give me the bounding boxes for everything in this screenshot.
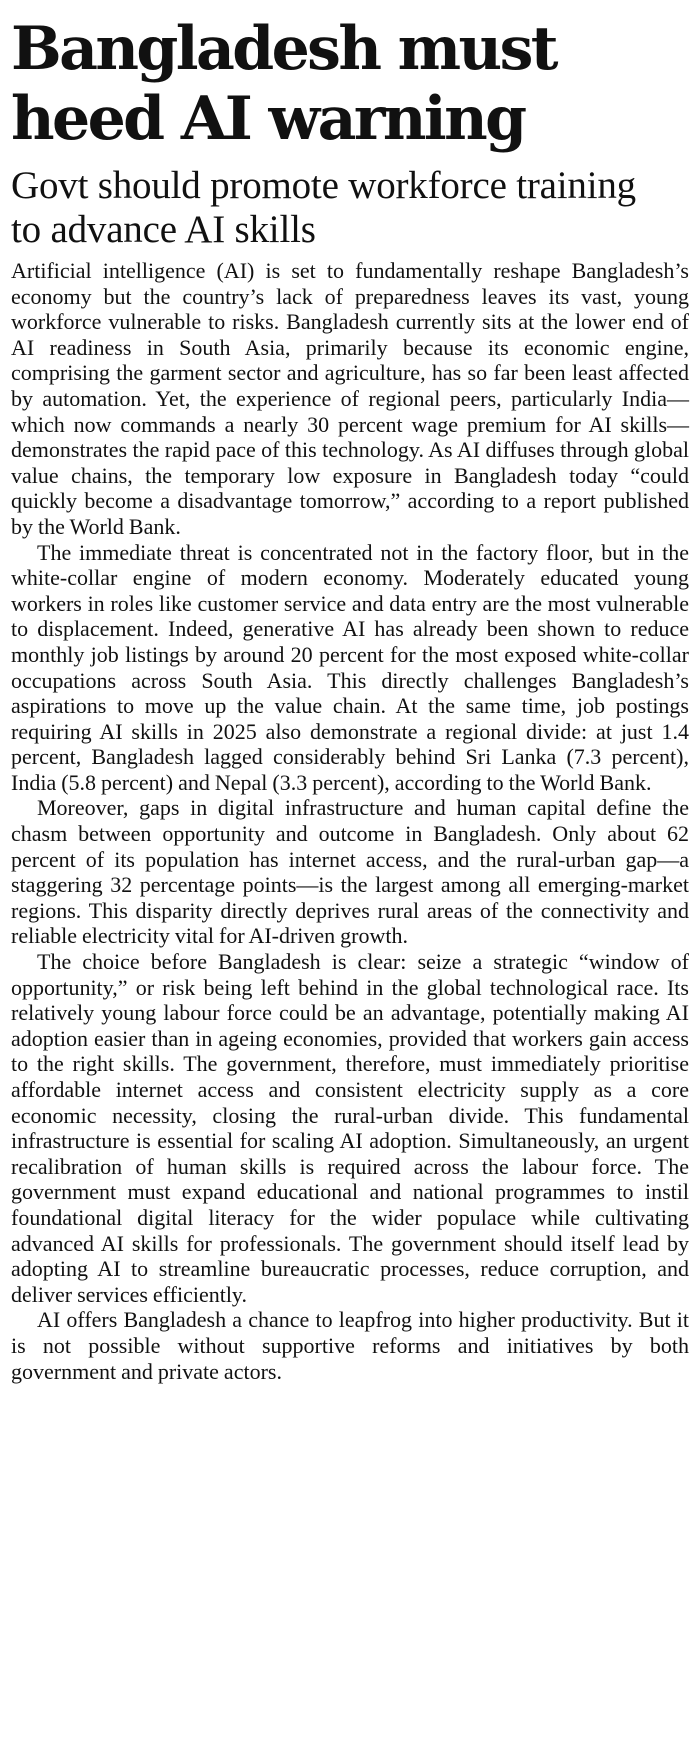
headline: Bangladesh must heed AI warning [11, 14, 556, 154]
paragraph-2: The immediate threat is concentrated not in the factory floor, but in the white-collar engine of modern economy. Moderately educated young workers in roles like customer service and data entry are the most vulnerable to displacement. Indeed, generative AI has already been shown to reduce monthly job listings by around 20 percent for the most exposed white-collar occupations across South Asia. This directly challenges Bangladesh’s aspirations to move up the value chain. At the same time, job postings requiring AI skills in 2025 also demonstrate a regional divide: at just 1.4 percent, Bangladesh lagged considerably behind Sri Lanka (7.3 percent), India (5.8 percent) and Nepal (3.3 percent), according to the World Bank. [11, 539, 689, 795]
paragraph-4: The choice before Bangladesh is clear: seize a strategic “window of opportunity,” or risk being left behind in the global technological race. Its relatively young labour force could be an advantage, potentially making AI adoption easier than in ageing economies, provided that workers gain access to the right skills. The government, therefore, must immediately prioritise affordable internet access and consistent electricity supply as a core economic necessity, closing the rural-urban divide. This fundamental infrastructure is essential for scaling AI adoption. Simultaneously, an urgent recalibration of human skills is required across the labour force. The government must expand educational and national programmes to instil foundational digital literacy for the wider populace while cultivating advanced AI skills for professionals. The government should itself lead by adopting AI to streamline bureaucratic processes, reduce corruption, and deliver services efficiently. [11, 949, 689, 1307]
paragraph-5: AI offers Bangladesh a chance to leapfrog into higher productivity. But it is not possible without supportive reforms and initiatives by both government and private actors. [11, 1307, 689, 1384]
subheadline: Govt should promote workforce training to advance AI skills [11, 164, 636, 251]
paragraph-1: Artificial intelligence (AI) is set to fundamentally reshape Bangladesh’s economy but the country’s lack of preparedness leaves its vast, young workforce vulnerable to risks. Bangladesh currently sits at the lower end of AI readiness in South Asia, primarily because its economic engine, comprising the garment sector and agriculture, has so far been least affected by automation. Yet, the experience of regional peers, particularly India—which now commands a nearly 30 percent wage premium for AI skills—demonstrates the rapid pace of this technology. As AI diffuses through global value chains, the temporary low exposure in Bangladesh today “could quickly become a disadvantage tomorrow,” according to a report published by the World Bank. [11, 258, 689, 539]
paragraph-3: Moreover, gaps in digital infrastructure and human capital define the chasm between opportunity and outcome in Bangladesh. Only about 62 percent of its population has internet access, and the rural-urban gap—a staggering 32 percentage points—is the largest among all emerging-market regions. This disparity directly deprives rural areas of the connectivity and reliable electricity vital for AI-driven growth. [11, 795, 689, 949]
article-body [11, 258, 689, 1384]
